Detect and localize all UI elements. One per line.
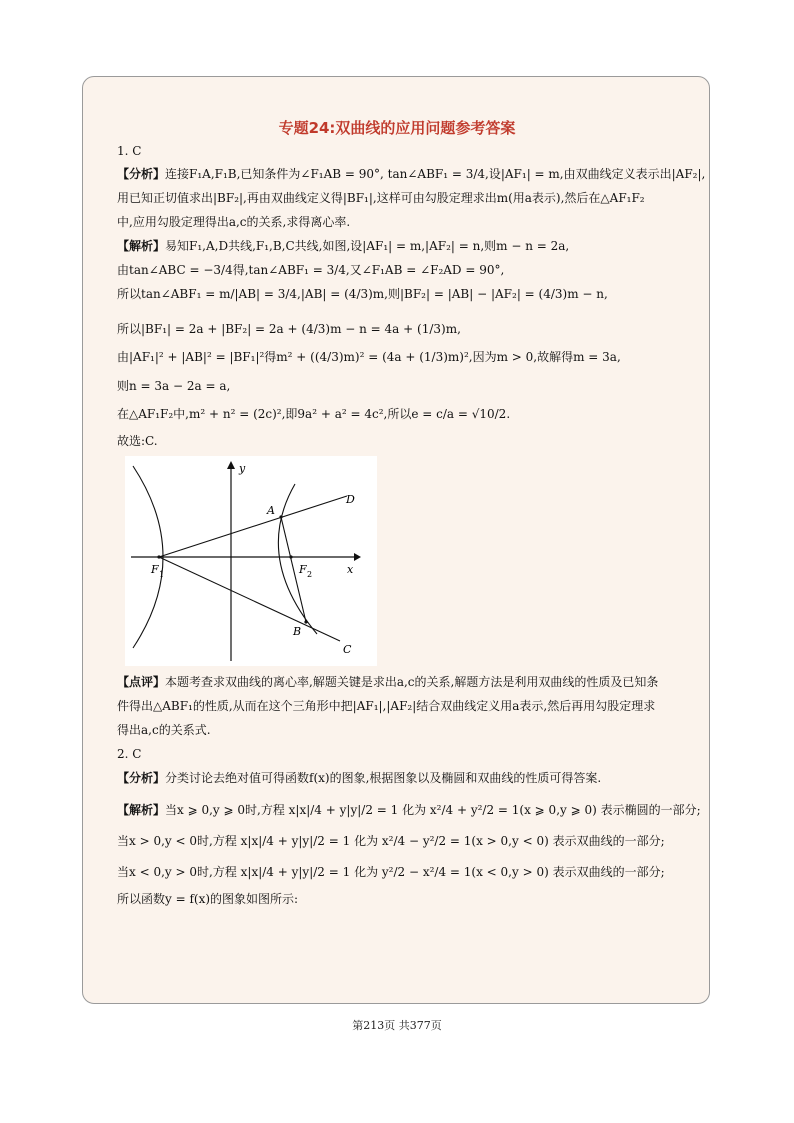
q1-solution-line-2: 由tan∠ABC = −3/4得,tan∠ABF₁ = 3/4,又∠F₁AB = ∠F₂AD = 90°, [117,263,505,277]
q1-comment-line-3: 得出a,c的关系式. [117,723,211,737]
q2-solution-tag: 【解析】 [117,803,166,817]
q1-comment-line-1: 【点评】本题考查求双曲线的离心率,解题关键是求出a,c的关系,解题方法是利用双曲线的性质及已知条 [117,675,659,689]
label-d: D [346,493,355,506]
page-footer: 第213页 共377页 [352,1019,442,1032]
label-f1-subscript: 1 [159,570,165,579]
line-f1-d [159,496,347,557]
label-x: x [347,563,354,576]
label-f1: F [151,563,159,576]
label-a: A [267,504,275,517]
line-f1-c [159,557,340,641]
q1-analysis-line-1: 【分析】连接F₁A,F₁B,已知条件为∠F₁AB = 90°, tan∠ABF₁ = 3/4,设|AF₁| = m,由双曲线定义表示出|AF₂|, [117,167,706,181]
point-b [304,620,307,623]
q1-solution-line-8: 故选:C. [117,434,158,448]
label-c: C [343,643,352,656]
q1-number: 1. C [117,144,142,158]
q1-solution-tag: 【解析】 [117,239,166,253]
page-title: 专题24:双曲线的应用问题参考答案 [278,119,516,137]
q1-comment-tag: 【点评】 [117,675,166,689]
label-y: y [239,462,246,475]
x-axis-arrow [354,553,361,561]
hyperbola-figure [125,456,377,666]
y-axis-arrow [227,461,235,469]
point-a [279,515,282,518]
q1-comment-line-2: 件得出△ABF₁的性质,从而在这个三角形中把|AF₁|,|AF₂|结合双曲线定义用a表示,然后再用勾股定理求 [117,699,656,713]
q2-solution-line-4: 所以函数y = f(x)的图象如图所示: [117,892,299,906]
label-f2: F [299,563,307,576]
q1-analysis-line-3: 中,应用勾股定理得出a,c的关系,求得离心率. [117,215,351,229]
q1-solution-line-4: 所以|BF₁| = 2a + |BF₂| = 2a + (4/3)m − n = 4a + (1/3)m, [117,322,461,336]
q2-solution-line-3: 当x < 0,y > 0时,方程 x|x|/4 + y|y|/2 = 1 化为 y²/2 − x²/4 = 1(x < 0,y > 0) 表示双曲线的一部分; [117,865,665,879]
answer-card [82,76,710,1004]
q2-analysis: 【分析】分类讨论去绝对值可得函数f(x)的图象,根据图象以及椭圆和双曲线的性质可得答案. [117,771,602,785]
q2-analysis-tag: 【分析】 [117,771,166,785]
q2-solution-line-2: 当x > 0,y < 0时,方程 x|x|/4 + y|y|/2 = 1 化为 x²/4 − y²/2 = 1(x > 0,y < 0) 表示双曲线的一部分; [117,834,665,848]
q1-solution-line-3: 所以tan∠ABF₁ = m/|AB| = 3/4,|AB| = (4/3)m,则|BF₂| = |AB| − |AF₂| = (4/3)m − n, [117,287,608,301]
q2-solution-line-1: 【解析】当x ⩾ 0,y ⩾ 0时,方程 x|x|/4 + y|y|/2 = 1 化为 x²/4 + y²/2 = 1(x ⩾ 0,y ⩾ 0) 表示椭圆的一部分; [117,803,701,817]
label-b: B [293,625,302,638]
point-f1 [157,555,160,558]
right-hyperbola-branch [278,484,317,634]
label-f2-subscript: 2 [307,570,313,579]
point-f2 [289,555,292,558]
hyperbola-diagram [125,456,377,666]
q1-solution-line-7: 在△AF₁F₂中,m² + n² = (2c)²,即9a² + a² = 4c²,所以e = c/a = √10/2. [117,407,511,421]
q1-solution-line-1: 【解析】易知F₁,A,D共线,F₁,B,C共线,如图,设|AF₁| = m,|AF₂| = n,则m − n = 2a, [117,239,570,253]
q1-solution-line-6: 则n = 3a − 2a = a, [117,379,231,393]
q1-analysis-line-2: 用已知正切值求出|BF₂|,再由双曲线定义得|BF₁|,这样可由勾股定理求出m(用a表示),然后在△AF₁F₂ [117,191,645,205]
q1-solution-line-5: 由|AF₁|² + |AB|² = |BF₁|²得m² + ((4/3)m)² = (4a + (1/3)m)²,因为m > 0,故解得m = 3a, [117,350,621,364]
q2-number: 2. C [117,747,142,761]
q1-analysis-tag: 【分析】 [117,167,166,181]
